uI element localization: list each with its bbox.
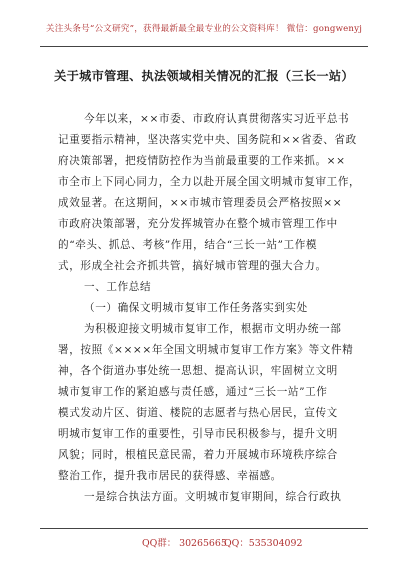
document-title: 关于城市管理、执法领域相关情况的汇报（三长一站） — [54, 69, 354, 83]
paragraph-line: 市全市上下同心同力，全力以赴开展全国文明城市复审工作， — [58, 176, 361, 188]
footer-divider — [40, 528, 368, 529]
subsection-heading: （一）确保文明城市复审工作任务落实到实处 — [84, 302, 308, 314]
paragraph-line: 模式发动片区、街道、楼院的志愿者与热心居民，宣传文 — [58, 407, 338, 419]
paragraph-line: 成效显著。在这期间，××市城市管理委员会严格按照×× — [58, 197, 343, 209]
section-heading: 一、工作总结 — [84, 281, 152, 293]
paragraph-line: 神，各个街道办事处统一思想、提高认识，牢固树立文明 — [58, 365, 338, 377]
paragraph-line: 府决策部署，把疫情防控作为当前最重要的工作来抓。×× — [58, 155, 346, 167]
paragraph-line: 的“牵头、抓总、考核”作用，结合“三长一站”工作模 — [58, 239, 318, 251]
paragraph-line: 署，按照《××××年全国文明城市复审工作方案》等文件精 — [58, 344, 354, 356]
footer-qq-group: QQ群： 30265665 — [142, 538, 227, 549]
paragraph-line: 城市复审工作的紧迫感与责任感，通过“三长一站”工作 — [58, 386, 328, 398]
header-divider — [40, 46, 368, 47]
paragraph-line: 今年以来，××市委、市政府认真贯彻落实习近平总书 — [84, 113, 350, 125]
paragraph-line: 式，形成全社会齐抓共管，搞好城市管理的强大合力。 — [58, 260, 327, 272]
paragraph-line: 一是综合执法方面。文明城市复审期间，综合行政执 — [84, 491, 342, 503]
paragraph-line: 明城市复审工作的重要性，引导市民积极参与，提升文明 — [58, 428, 338, 440]
paragraph-line: 风貌；同时，根植民意民需，着力开展城市环境秩序综合 — [58, 449, 338, 461]
paragraph-line: 记重要指示精神，坚决落实党中央、国务院和××省委、省政 — [58, 134, 357, 146]
paragraph-line: 整治工作，提升我市居民的获得感、幸福感。 — [58, 470, 282, 482]
paragraph-line: 市政府决策部署，充分发挥城管办在整个城市管理工作中 — [58, 218, 338, 230]
footer-qq-contact: QQ：535304092 — [224, 538, 303, 549]
paragraph-line: 为积极迎接文明城市复审工作，根据市文明办统一部 — [84, 323, 342, 335]
header-note: 关注头条号“公文研究”，获得最新最全最专业的公文资料库！ 微信：gongwenyj — [45, 24, 363, 34]
